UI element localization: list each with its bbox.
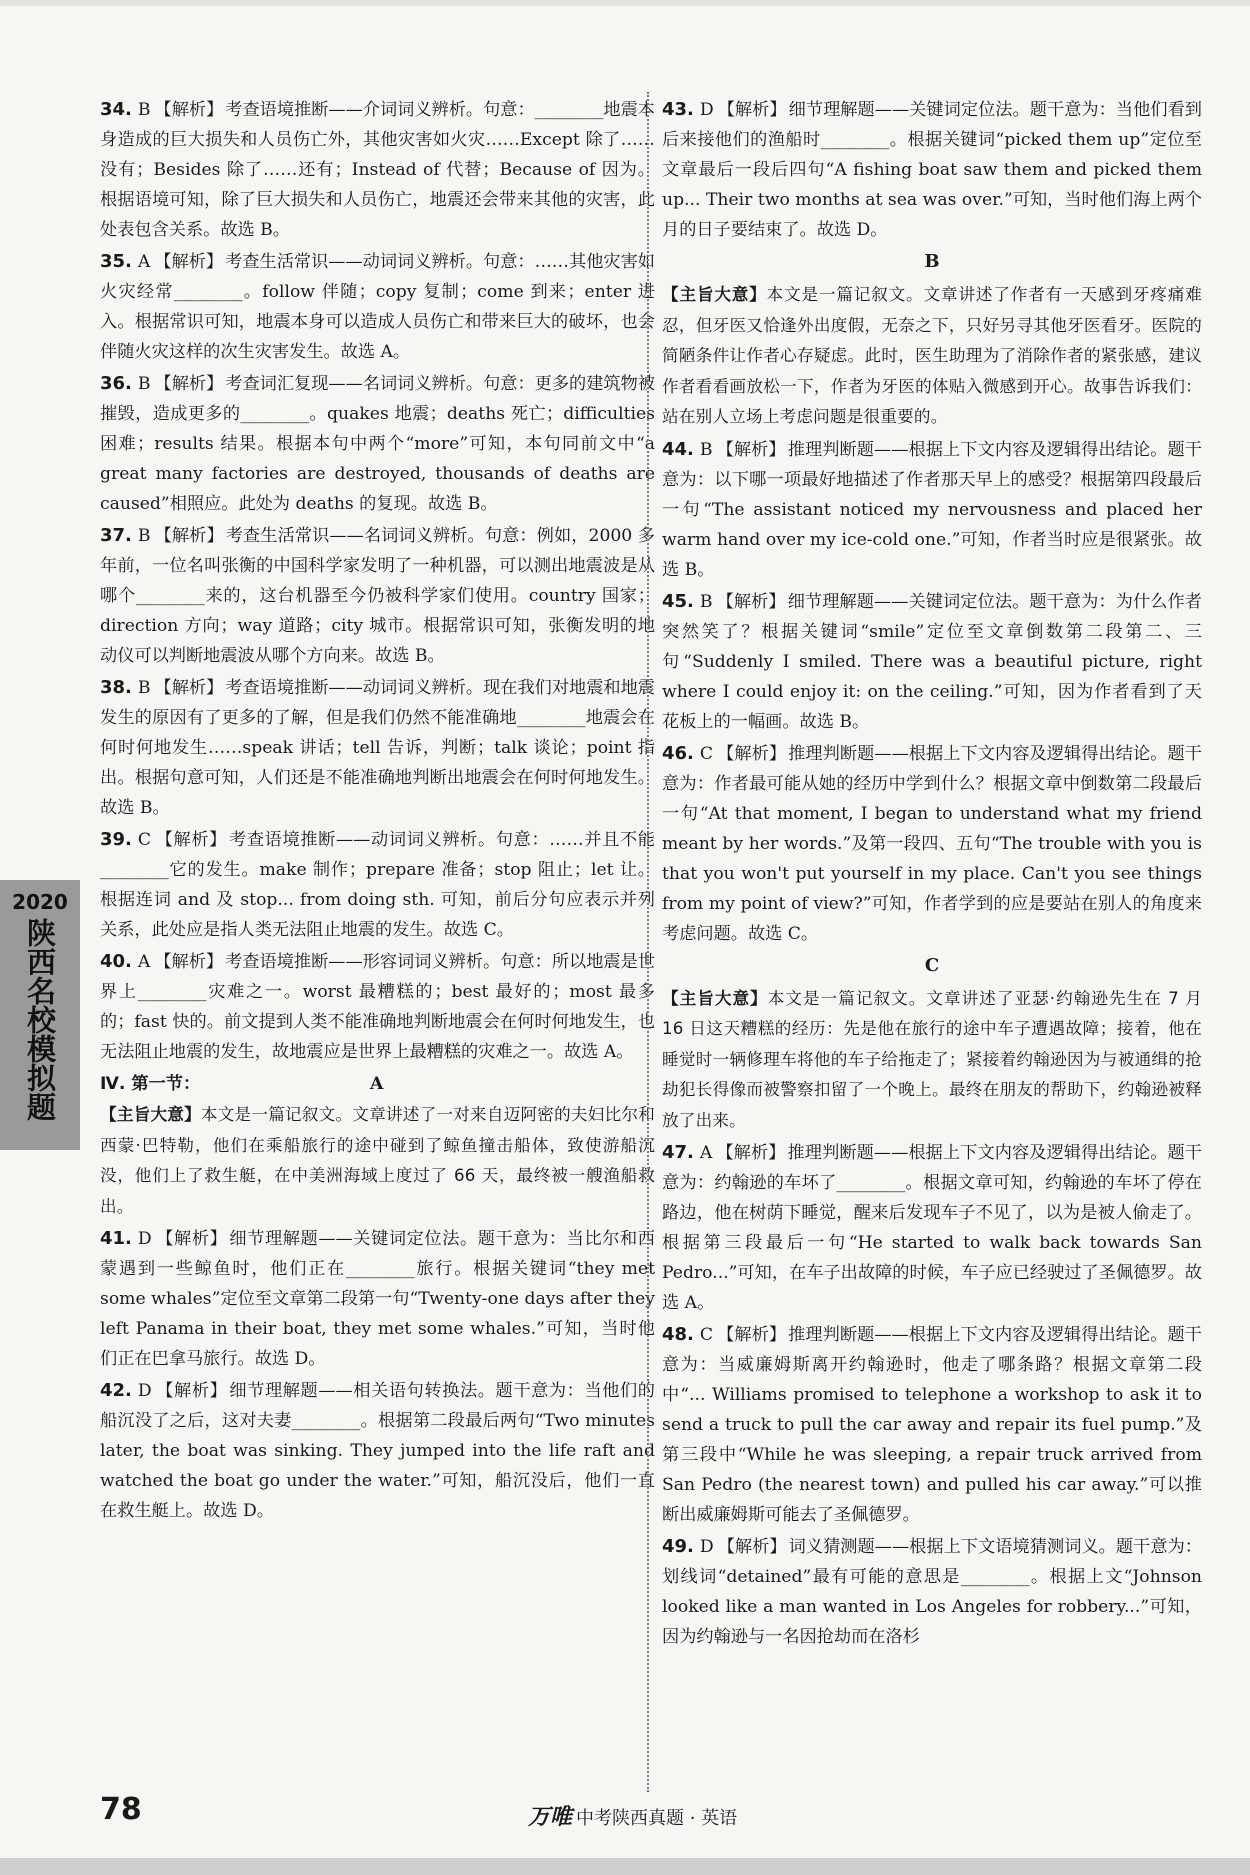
answer-letter: B <box>699 591 713 612</box>
analysis-tag: 【解析】 <box>717 100 787 120</box>
section-b-heading: B <box>924 251 940 272</box>
gist-tag: 【主旨大意】 <box>662 987 768 1008</box>
answer-item <box>100 369 655 519</box>
top-border <box>0 0 1250 6</box>
analysis-text: 考查生活常识——动词词义辨析。句意：……其他灾害如火灾经常________。follow 伴随；copy 复制；come 到来；enter 进入。根据常识可知，地震本身可以造成人员伤亡和带来巨大的破坏，也会伴随火灾这样的次生灾害发生。故选 A。 <box>100 252 655 362</box>
analysis-tag: 【解析】 <box>154 100 224 120</box>
question-number: 42. <box>100 1380 132 1401</box>
gist-text: 本文是一篇记叙文。文章讲述了一对来自迈阿密的夫妇比尔和西蒙·巴特勒，他们在乘船旅行的途中碰到了鲸鱼撞击船体，致使游船沉没，他们上了救生艇，在中美洲海域上度过了 66 天，最终被一艘渔船救出。 <box>100 1105 655 1216</box>
analysis-text: 推理判断题——根据上下文内容及逻辑得出结论。题干意为：约翰逊的车坏了________。根据文章可知，约翰逊的车坏了停在路边，他在树荫下睡觉，醒来后发现车子不见了，以为是被人偷走了。根据第三段最后一句“He started to walk back towards San Pedro...”可知，在车子出故障的时候，车子应已经驶过了圣佩德罗。故选 A。 <box>662 1143 1202 1313</box>
answer-letter: A <box>699 1143 713 1163</box>
question-number: 49. <box>662 1536 694 1557</box>
section-letter: A <box>370 1074 384 1094</box>
footer <box>528 1800 737 1831</box>
answer-item <box>100 947 655 1067</box>
analysis-tag: 【解析】 <box>716 1143 786 1163</box>
answer-item <box>100 1224 655 1374</box>
question-number: 44. <box>662 438 694 460</box>
question-number: 35. <box>100 251 132 272</box>
analysis-tag: 【解析】 <box>155 830 228 850</box>
analysis-text: 推理判断题——根据上下文内容及逻辑得出结论。题干意为：以下哪一项最好地描述了作者那天早上的感受？根据第四段最后一句“The assistant noticed my nervousness and placed her warm hand over my ice-cold one.”可知，作者当时应是很紧张。故选 B。 <box>662 439 1202 580</box>
bottom-border <box>0 1858 1250 1875</box>
section-label: Ⅳ. 第一节： <box>100 1074 201 1094</box>
analysis-text: 推理判断题——根据上下文内容及逻辑得出结论。题干意为：作者最可能从她的经历中学到什么？根据文章中倒数第二段最后一句“At that moment, I began to understand what my friend meant by her words.”及第一段四、五句“The trouble with you is that you won't put yourself in my place. Can't you see things from my point of view?”可知，作者学到的应是要站在别人的角度来考虑问题。故选 C。 <box>662 743 1202 944</box>
analysis-text: 细节理解题——关键词定位法。题干意为：当他们看到后来接他们的渔船时________。根据关键词“picked them up”定位至文章最后一段后四句“A fishing boat saw them and picked them up... Their two months at sea was over.”可知，当时他们海上两个月的日子要结束了。故选 D。 <box>662 100 1202 240</box>
answer-letter: B <box>699 439 713 460</box>
question-number: 48. <box>662 1324 694 1345</box>
left-answer-list <box>100 95 655 1067</box>
right-column <box>662 95 1202 1654</box>
analysis-tag: 【解析】 <box>717 743 787 764</box>
right-answer-list <box>662 95 1202 245</box>
analysis-text: 细节理解题——关键词定位法。题干意为：为什么作者突然笑了？根据关键词“smile”定位至文章倒数第二段第二、三句“Suddenly I smiled. There was a beautiful picture, right where I could enjoy it: on the ceiling.”可知，因为作者看到了天花板上的一幅画。故选 B。 <box>662 591 1202 732</box>
analysis-tag: 【解析】 <box>716 591 786 612</box>
question-number: 47. <box>662 1142 694 1163</box>
answer-letter: D <box>137 1229 152 1249</box>
answer-letter: D <box>137 1381 152 1401</box>
analysis-text: 考查语境推断——动词词义辨析。句意：……并且不能________它的发生。make 制作；prepare 准备；stop 阻止；let 让。根据连词 and 及 stop... from doing sth. 可知，前后分句应表示并列关系，此处应是指人类无法阻止地震的发生。故选 C。 <box>100 830 655 940</box>
left-answer-list-2 <box>100 1224 655 1526</box>
footer-brand-logo: 万唯 <box>528 1805 573 1830</box>
answer-item <box>662 1532 1202 1652</box>
question-number: 46. <box>662 742 694 764</box>
answer-item <box>100 1376 655 1526</box>
answer-item <box>100 95 655 245</box>
gist-b <box>662 279 1202 433</box>
answer-letter: A <box>137 952 151 972</box>
answer-item <box>100 673 655 823</box>
answer-letter: B <box>137 100 151 120</box>
answer-letter: A <box>137 252 151 272</box>
answer-letter: D <box>699 1537 714 1557</box>
answer-letter: D <box>699 100 714 120</box>
footer-text: 中考陕西真题 · 英语 <box>576 1808 738 1829</box>
analysis-text: 推理判断题——根据上下文内容及逻辑得出结论。题干意为：当威廉姆斯离开约翰逊时，他走了哪条路？根据文章第二段中“... Williams promised to telephone a workshop to ask it to send a truck to pull the car away and repair its fuel pump.”及第三段中“While he was sleeping, a repair truck arrived from San Pedro (the nearest town) and pulled his car away.”可以推断出威廉姆斯可能去了圣佩德罗。 <box>662 1325 1202 1525</box>
question-number: 37. <box>100 525 132 546</box>
answer-item <box>100 825 655 945</box>
gist-c <box>662 983 1202 1137</box>
side-tab-text: 陕西名校模拟题 <box>23 918 57 1121</box>
answer-item <box>662 435 1202 585</box>
analysis-tag: 【解析】 <box>154 374 224 394</box>
answer-item <box>662 1320 1202 1530</box>
analysis-tag: 【解析】 <box>717 1537 787 1557</box>
answer-item <box>100 521 655 671</box>
answer-item <box>662 1138 1202 1318</box>
question-number: 43. <box>662 99 694 120</box>
analysis-text: 考查语境推断——介词词义辨析。句意：________地震本身造成的巨大损失和人员伤亡外，其他灾害如火灾……Except 除了……没有；Besides 除了……还有；Instead of 代替；Because of 因为。根据语境可知，除了巨大损失和人员伤亡，地震还会带来其他的灾害，此处表包含关系。故选 B。 <box>100 100 655 240</box>
analysis-text: 考查语境推断——动词词义辨析。现在我们对地震和地震发生的原因有了更多的了解，但是我们仍然不能准确地________地震会在何时何地发生……speak 讲话；tell 告诉，判断；talk 谈论；point 指出。根据句意可知，人们还是不能准确地判断出地震会在何时何地发生。故选 B。 <box>100 678 655 818</box>
analysis-text: 细节理解题——相关语句转换法。题干意为：当他们的船沉没了之后，这对夫妻________。根据第二段最后两句“Two minutes later, the boat was sinking. They jumped into the life raft and watched the boat go under the water.”可知，船沉没后，他们一直在救生艇上。故选 D。 <box>100 1381 655 1521</box>
question-number: 38. <box>100 677 132 698</box>
answer-item <box>662 95 1202 245</box>
gist-text: 本文是一篇记叙文。文章讲述了作者有一天感到牙疼痛难忍，但牙医又恰逢外出度假，无奈之下，只好另寻其他牙医看牙。医院的简陋条件让作者心存疑虑。此时，医生助理为了消除作者的紧张感，建议作者看看画放松一下，作者为牙医的体贴入微感到开心。故事告诉我们：站在别人立场上考虑问题是很重要的。 <box>662 285 1202 426</box>
gist-a <box>100 1099 655 1222</box>
side-tab-year: 2020 <box>12 890 68 914</box>
analysis-tag: 【解析】 <box>154 252 224 272</box>
answer-letter: C <box>699 1325 714 1345</box>
analysis-tag: 【解析】 <box>154 526 224 546</box>
right-answer-list-2 <box>662 435 1202 949</box>
column-divider <box>647 92 649 1792</box>
page-number: 78 <box>100 1792 142 1827</box>
answer-letter: C <box>137 830 152 850</box>
answer-letter: B <box>137 374 151 394</box>
right-answer-list-3 <box>662 1138 1202 1652</box>
analysis-tag: 【解析】 <box>155 1229 228 1249</box>
gist-tag: 【主旨大意】 <box>100 1104 201 1124</box>
gist-tag: 【主旨大意】 <box>662 284 767 304</box>
section-c-heading: C <box>924 954 940 976</box>
gist-text: 本文是一篇记叙文。文章讲述了亚瑟·约翰逊先生在 7 月 16 日这天糟糕的经历：先是他在旅行的途中车子遭遇故障；接着，他在睡觉时一辆修理车将他的车子给拖走了；紧接着约翰逊因为与被通缉的抢劫犯长得像而被警察扣留了一个晚上。最终在朋友的帮助下，约翰逊被释放了出来。 <box>662 988 1203 1130</box>
answer-letter: B <box>137 526 151 546</box>
question-number: 41. <box>100 1228 132 1249</box>
question-number: 39. <box>100 829 132 850</box>
answer-item <box>100 247 655 367</box>
question-number: 36. <box>100 373 132 394</box>
analysis-text: 考查词汇复现——名词词义辨析。句意：更多的建筑物被摧毁，造成更多的________。quakes 地震；deaths 死亡；difficulties 困难；results 结果。根据本句中两个“more”可知，本句同前文中“a great many factories are destroyed, thousands of deaths are caused”相照应。此处为 deaths 的复现。故选 B。 <box>100 374 655 514</box>
analysis-text: 细节理解题——关键词定位法。题干意为：当比尔和西蒙遇到一些鲸鱼时，他们正在________旅行。根据关键词“they met some whales”定位至文章第二段第一句“Twenty-one days after they left Panama in their boat, they met some whales.”可知，当时他们正在巴拿马旅行。故选 D。 <box>100 1229 656 1369</box>
analysis-text: 词义猜测题——根据上下文语境猜测词义。题干意为：划线词“detained”最有可能的意思是________。根据上文“Johnson looked like a man wanted in Los Angeles for robbery...”可知，因为约翰逊与一名因抢劫而在洛杉 <box>662 1537 1202 1647</box>
analysis-tag: 【解析】 <box>717 1325 787 1345</box>
answer-letter: B <box>137 678 151 698</box>
left-column <box>100 95 655 1528</box>
analysis-tag: 【解析】 <box>154 952 224 972</box>
analysis-text: 考查生活常识——名词词义辨析。句意：例如，2000 多年前，一位名叫张衡的中国科学家发明了一种机器，可以测出地震波是从哪个________来的，这台机器至今仍被科学家们使用。country 国家；direction 方向；way 道路；city 城市。根据常识可知，张衡发明的地动仪可以判断地震波从哪个方向来。故选 B。 <box>100 526 655 666</box>
question-number: 45. <box>662 590 694 612</box>
answer-letter: C <box>699 743 714 764</box>
question-number: 40. <box>100 951 132 972</box>
answer-item <box>662 739 1202 949</box>
analysis-tag: 【解析】 <box>155 1381 228 1401</box>
analysis-tag: 【解析】 <box>154 678 224 698</box>
side-tab <box>0 880 80 1150</box>
analysis-text: 考查语境推断——形容词词义辨析。句意：所以地震是世界上________灾难之一。worst 最糟糕的；best 最好的；most 最多的；fast 快的。前文提到人类不能准确地判断地震会在何时何地发生，也无法阻止地震的发生，故地震应是世界上最糟糕的灾难之一。故选 A。 <box>100 952 655 1062</box>
section-iv-heading <box>100 1069 655 1099</box>
analysis-tag: 【解析】 <box>716 439 786 460</box>
answer-item <box>662 587 1202 737</box>
question-number: 34. <box>100 99 132 120</box>
